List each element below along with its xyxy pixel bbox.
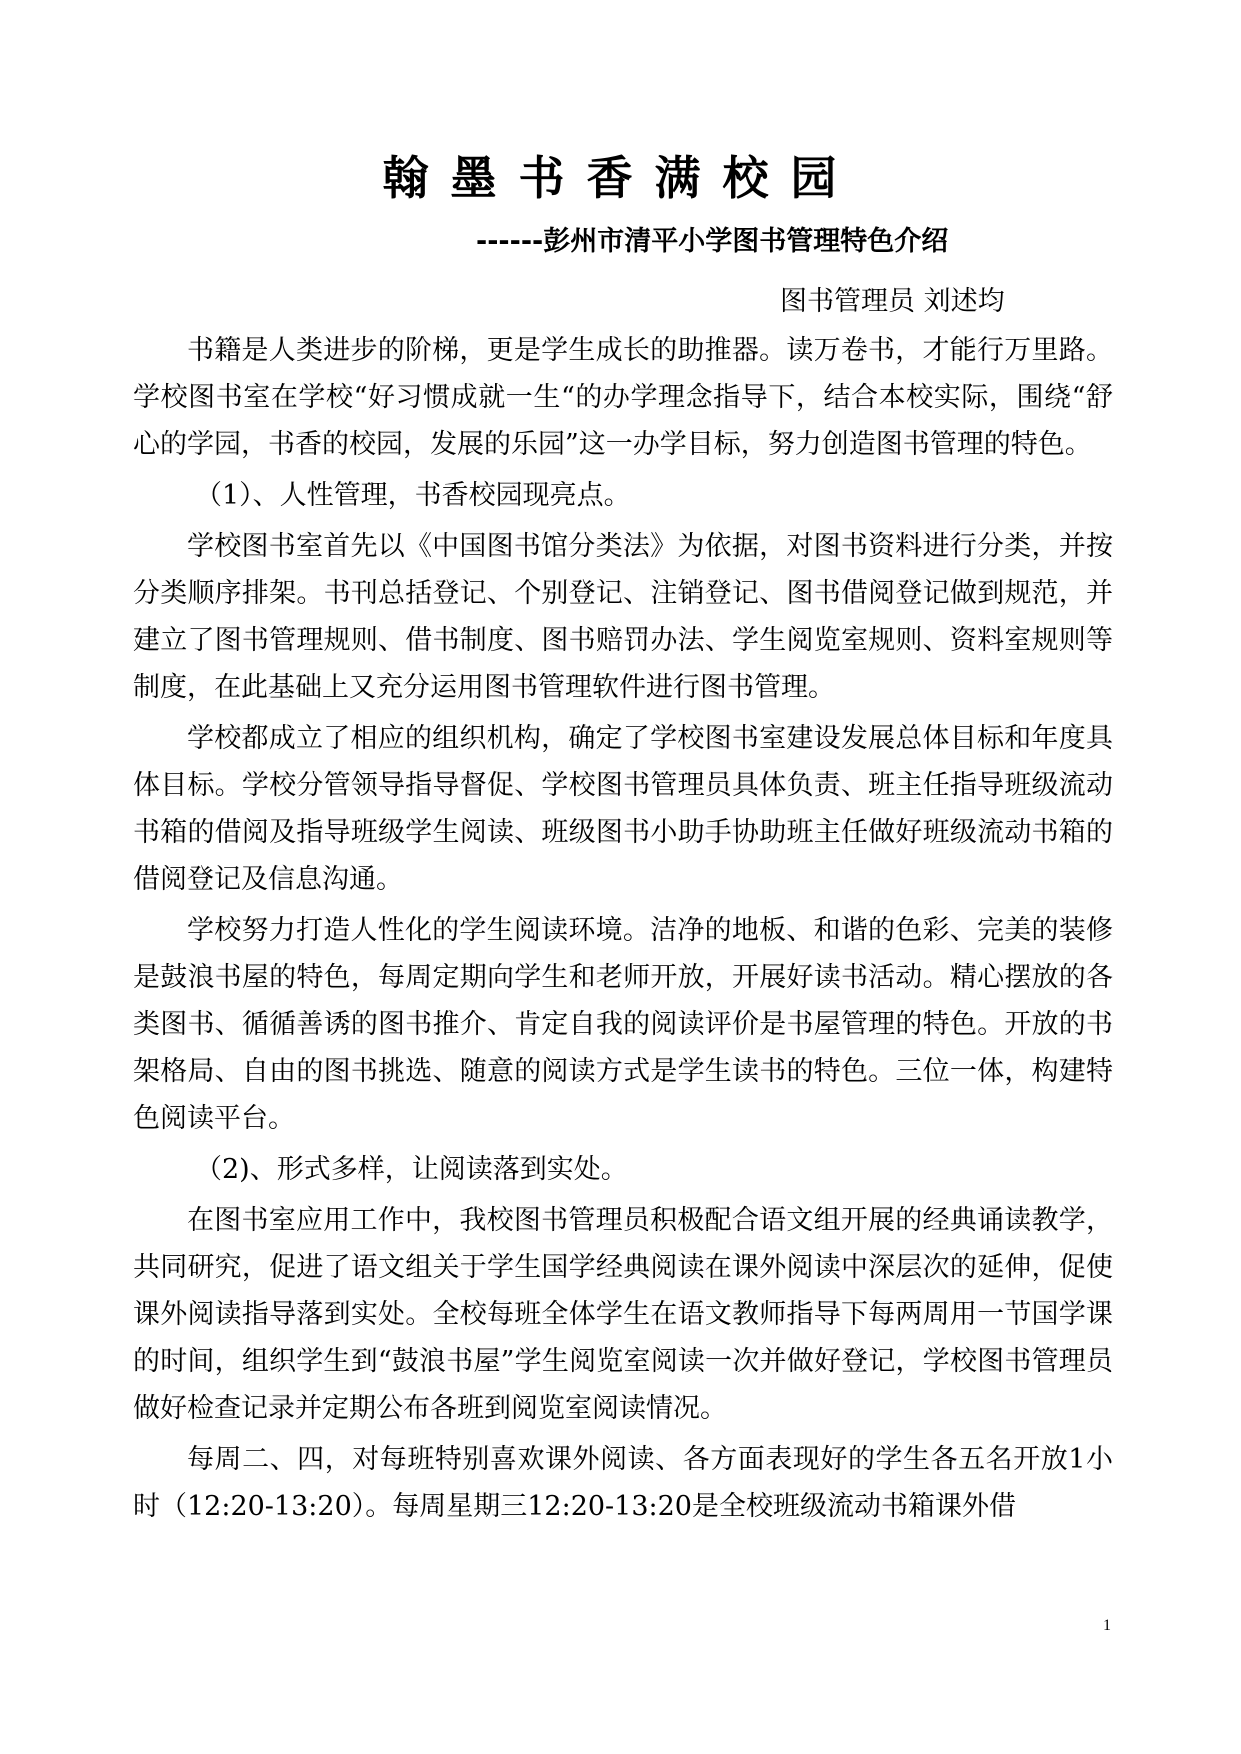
document-title: 翰墨书香满校园 (382, 151, 859, 205)
author-line: 图书管理员 刘述均 (780, 286, 1005, 317)
paragraph-classification: 学校图书室首先以《中国图书馆分类法》为依据，对图书资料进行分类，并按分类顺序排架。书刊总括登记、个别登记、注销登记、图书借阅登记做到规范，并建立了图书管理规则、借书制度、图书赔罚办法、学生阅览室规则、资料室规则等制度，在此基础上又充分运用图书管理软件进行图书管理。 (133, 531, 1113, 703)
paragraph-reading-activities: 在图书室应用工作中，我校图书管理员积极配合语文组开展的经典诵读教学，共同研究，促进了语文组关于学生国学经典阅读在课外阅读中深层次的延伸，促使课外阅读指导落到实处。全校每班全体学生在语文教师指导下每两周用一节国学课的时间，组织学生到“鼓浪书屋”学生阅览室阅读一次并做好登记，学校图书管理员做好检查记录并定期公布各班到阅览室阅读情况。 (133, 1205, 1113, 1424)
paragraph-intro: 书籍是人类进步的阶梯，更是学生成长的助推器。读万卷书，才能行万里路。学校图书室在学校“好习惯成就一生“的办学理念指导下，结合本校实际，围绕“舒心的学园，书香的校园，发展的乐园”这一办学目标，努力创造图书管理的特色。 (133, 335, 1113, 460)
paragraph-environment: 学校努力打造人性化的学生阅读环境。洁净的地板、和谐的色彩、完美的装修是鼓浪书屋的特色，每周定期向学生和老师开放，开展好读书活动。精心摆放的各类图书、循循善诱的图书推介、肯定自我的阅读评价是书屋管理的特色。开放的书架格局、自由的图书挑选、随意的阅读方式是学生读书的特色。三位一体，构建特色阅读平台。 (133, 915, 1113, 1134)
paragraph-organization: 学校都成立了相应的组织机构，确定了学校图书室建设发展总体目标和年度具体目标。学校分管领导指导督促、学校图书管理员具体负责、班主任指导班级流动书箱的借阅及指导班级学生阅读、班级图书小助手协助班主任做好班级流动书箱的借阅登记及信息沟通。 (133, 723, 1113, 895)
document-subtitle: ------彭州市清平小学图书管理特色介绍 (476, 226, 949, 257)
section-heading-2: （2)、形式多样，让阅读落到实处。 (195, 1154, 628, 1185)
page-number: 1 (1103, 1617, 1111, 1634)
paragraph-schedule: 每周二、四，对每班特别喜欢课外阅读、各方面表现好的学生各五名开放1小时（12:20-13:20）。每周星期三12:20-13:20是全校班级流动书箱课外借 (133, 1444, 1113, 1522)
document-body (133, 327, 1113, 1534)
section-heading-1: （1）、人性管理，书香校园现亮点。 (195, 480, 631, 511)
